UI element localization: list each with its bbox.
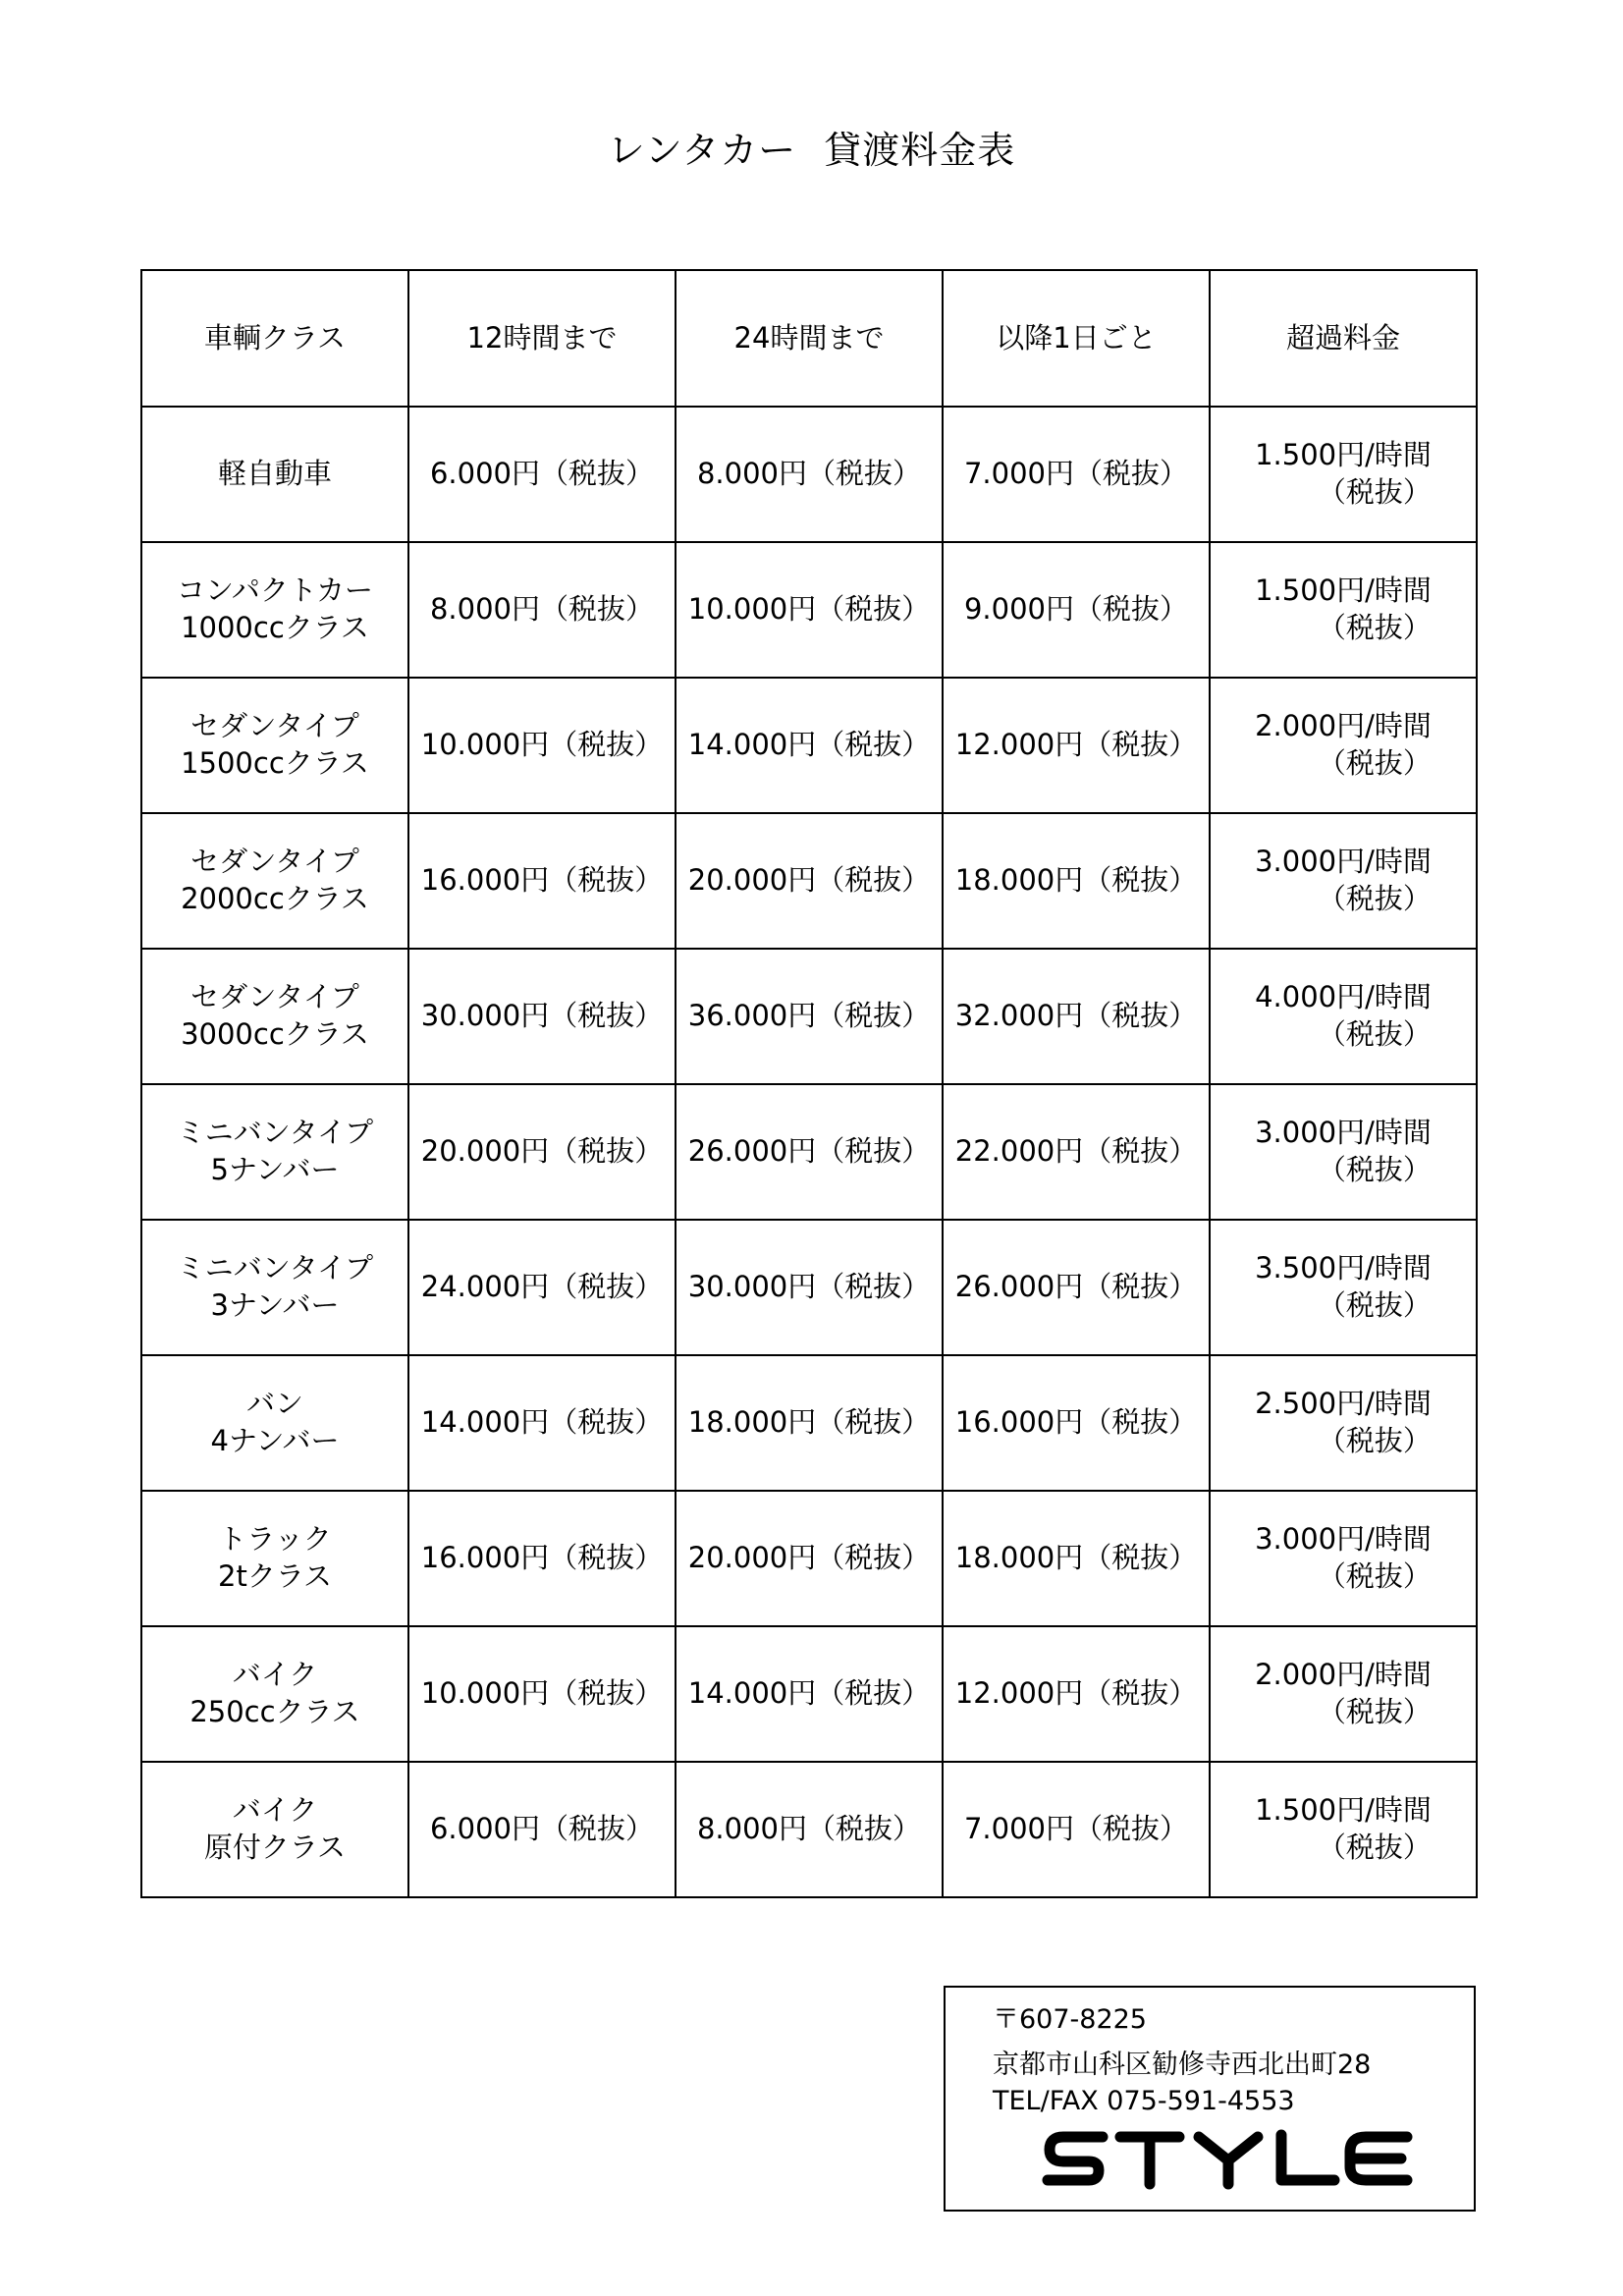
overtime-cell <box>1210 407 1477 542</box>
overtime-line: （税抜） <box>1317 1831 1432 1864</box>
rate-daily-cell: 16.000円（税抜） <box>943 1355 1210 1491</box>
rate-24h-cell: 8.000円（税抜） <box>676 407 943 542</box>
overtime-cell <box>1210 1626 1477 1762</box>
vehicle-class-line: 原付クラス <box>203 1831 347 1864</box>
vehicle-class-line: 軽自動車 <box>217 457 332 491</box>
contact-box <box>944 1986 1476 2212</box>
vehicle-class-cell <box>141 1491 408 1626</box>
rate-daily-cell: 9.000円（税抜） <box>943 542 1210 678</box>
overtime-rate <box>1255 1250 1432 1324</box>
rate-daily-cell: 12.000円（税抜） <box>943 1626 1210 1762</box>
table-row <box>141 1626 1477 1762</box>
overtime-line: （税抜） <box>1317 746 1432 780</box>
overtime-line: 1.500円/時間 <box>1255 438 1432 472</box>
vehicle-class-cell <box>141 1220 408 1355</box>
rate-24h-cell: 30.000円（税抜） <box>676 1220 943 1355</box>
overtime-cell <box>1210 678 1477 813</box>
overtime-line: 2.000円/時間 <box>1255 709 1432 743</box>
table-row <box>141 407 1477 542</box>
table-row <box>141 1762 1477 1897</box>
table-row <box>141 1220 1477 1355</box>
vehicle-class-cell <box>141 678 408 813</box>
overtime-rate <box>1255 708 1432 782</box>
overtime-cell <box>1210 1491 1477 1626</box>
rate-12h-cell: 16.000円（税抜） <box>408 813 676 949</box>
style-logo <box>1042 2125 1415 2194</box>
vehicle-class-line: 2tクラス <box>218 1559 332 1593</box>
rate-table <box>140 269 1478 1898</box>
rate-daily-cell: 7.000円（税抜） <box>943 1762 1210 1897</box>
header-12h: 12時間まで <box>408 270 676 407</box>
overtime-rate <box>1255 979 1432 1053</box>
vehicle-class-line: バイク <box>232 1658 318 1692</box>
vehicle-class-cell <box>141 407 408 542</box>
rate-12h-cell: 20.000円（税抜） <box>408 1084 676 1220</box>
overtime-line: 2.000円/時間 <box>1255 1658 1432 1692</box>
overtime-line: （税抜） <box>1317 1424 1432 1457</box>
overtime-rate <box>1255 1657 1432 1730</box>
rate-24h-cell: 14.000円（税抜） <box>676 1626 943 1762</box>
overtime-cell <box>1210 813 1477 949</box>
rate-24h-cell: 20.000円（税抜） <box>676 813 943 949</box>
vehicle-class-cell <box>141 542 408 678</box>
rate-daily-cell: 26.000円（税抜） <box>943 1220 1210 1355</box>
table-row <box>141 813 1477 949</box>
rate-24h-cell: 8.000円（税抜） <box>676 1762 943 1897</box>
overtime-line: （税抜） <box>1317 475 1432 509</box>
vehicle-class-line: 1000ccクラス <box>181 611 369 644</box>
header-daily: 以降1日ごと <box>943 270 1210 407</box>
header-overtime: 超過料金 <box>1210 270 1477 407</box>
overtime-rate <box>1255 1792 1432 1866</box>
rate-daily-cell: 7.000円（税抜） <box>943 407 1210 542</box>
vehicle-class-line: 3000ccクラス <box>181 1017 369 1051</box>
vehicle-class-line: セダンタイプ <box>190 980 359 1014</box>
overtime-cell <box>1210 949 1477 1084</box>
overtime-line: 3.500円/時間 <box>1255 1251 1432 1285</box>
rate-12h-cell: 10.000円（税抜） <box>408 678 676 813</box>
rate-daily-cell: 12.000円（税抜） <box>943 678 1210 813</box>
vehicle-class-line: トラック <box>218 1522 332 1557</box>
postal-code: 〒607-8225 <box>993 2004 1147 2035</box>
vehicle-class-line: バン <box>245 1387 303 1421</box>
rate-24h-cell: 10.000円（税抜） <box>676 542 943 678</box>
rate-12h-cell: 16.000円（税抜） <box>408 1491 676 1626</box>
overtime-line: 3.000円/時間 <box>1255 845 1432 879</box>
overtime-rate <box>1255 573 1432 646</box>
overtime-cell <box>1210 1220 1477 1355</box>
rate-12h-cell: 6.000円（税抜） <box>408 407 676 542</box>
tel-fax: TEL/FAX 075-591-4553 <box>993 2086 1295 2116</box>
rate-24h-cell: 36.000円（税抜） <box>676 949 943 1084</box>
overtime-line: 3.000円/時間 <box>1255 1522 1432 1557</box>
overtime-line: 4.000円/時間 <box>1255 980 1432 1014</box>
vehicle-class-line: コンパクトカー <box>176 574 374 608</box>
vehicle-class-cell <box>141 1084 408 1220</box>
title-part-1: レンタカー <box>607 129 797 172</box>
vehicle-class-line: 1500ccクラス <box>181 746 369 780</box>
overtime-rate <box>1255 844 1432 917</box>
overtime-line: 1.500円/時間 <box>1255 574 1432 608</box>
rate-12h-cell: 30.000円（税抜） <box>408 949 676 1084</box>
rate-24h-cell: 18.000円（税抜） <box>676 1355 943 1491</box>
vehicle-class-line: セダンタイプ <box>190 845 359 879</box>
header-class: 車輌クラス <box>141 270 408 407</box>
table-row <box>141 1491 1477 1626</box>
rate-24h-cell: 26.000円（税抜） <box>676 1084 943 1220</box>
rate-24h-cell: 14.000円（税抜） <box>676 678 943 813</box>
rate-12h-cell: 14.000円（税抜） <box>408 1355 676 1491</box>
vehicle-class-cell <box>141 949 408 1084</box>
overtime-line: （税抜） <box>1317 882 1432 915</box>
vehicle-class-cell <box>141 1762 408 1897</box>
table-row <box>141 1084 1477 1220</box>
rate-24h-cell: 20.000円（税抜） <box>676 1491 943 1626</box>
title-part-2: 貸渡料金表 <box>824 129 1016 172</box>
vehicle-class-cell <box>141 1355 408 1491</box>
overtime-rate <box>1255 1386 1432 1459</box>
overtime-line: 1.500円/時間 <box>1255 1793 1432 1828</box>
vehicle-class-cell <box>141 813 408 949</box>
rate-daily-cell: 32.000円（税抜） <box>943 949 1210 1084</box>
overtime-rate <box>1255 1521 1432 1595</box>
overtime-line: （税抜） <box>1317 1017 1432 1051</box>
vehicle-class-line: 250ccクラス <box>189 1695 360 1728</box>
vehicle-class-line: セダンタイプ <box>190 709 359 743</box>
table-row <box>141 542 1477 678</box>
overtime-line: （税抜） <box>1317 1288 1432 1322</box>
table-row <box>141 949 1477 1084</box>
vehicle-class-cell <box>141 1626 408 1762</box>
overtime-line: （税抜） <box>1317 1559 1432 1593</box>
vehicle-class-line: 4ナンバー <box>210 1424 340 1457</box>
overtime-cell <box>1210 1355 1477 1491</box>
vehicle-class-line: ミニバンタイプ <box>176 1251 374 1285</box>
overtime-cell <box>1210 1762 1477 1897</box>
overtime-line: （税抜） <box>1317 1153 1432 1186</box>
rate-12h-cell: 6.000円（税抜） <box>408 1762 676 1897</box>
overtime-line: 3.000円/時間 <box>1255 1116 1432 1150</box>
page-title <box>0 120 1623 174</box>
address: 京都市山科区勧修寺西北出町28 <box>993 2050 1372 2080</box>
rate-daily-cell: 18.000円（税抜） <box>943 1491 1210 1626</box>
overtime-rate <box>1255 1115 1432 1188</box>
rate-daily-cell: 22.000円（税抜） <box>943 1084 1210 1220</box>
vehicle-class-line: 3ナンバー <box>210 1288 340 1322</box>
rate-12h-cell: 8.000円（税抜） <box>408 542 676 678</box>
vehicle-class-line: 5ナンバー <box>210 1153 340 1186</box>
table-row <box>141 678 1477 813</box>
vehicle-class-line: バイク <box>232 1793 318 1828</box>
overtime-rate <box>1255 437 1432 511</box>
rate-daily-cell: 18.000円（税抜） <box>943 813 1210 949</box>
vehicle-class-line: 2000ccクラス <box>181 882 369 915</box>
header-row <box>141 270 1477 407</box>
header-24h: 24時間まで <box>676 270 943 407</box>
overtime-line: 2.500円/時間 <box>1255 1387 1432 1421</box>
overtime-line: （税抜） <box>1317 1695 1432 1728</box>
vehicle-class-line: ミニバンタイプ <box>176 1116 374 1150</box>
rate-12h-cell: 10.000円（税抜） <box>408 1626 676 1762</box>
overtime-cell <box>1210 1084 1477 1220</box>
rate-12h-cell: 24.000円（税抜） <box>408 1220 676 1355</box>
overtime-cell <box>1210 542 1477 678</box>
overtime-line: （税抜） <box>1317 611 1432 644</box>
table-row <box>141 1355 1477 1491</box>
